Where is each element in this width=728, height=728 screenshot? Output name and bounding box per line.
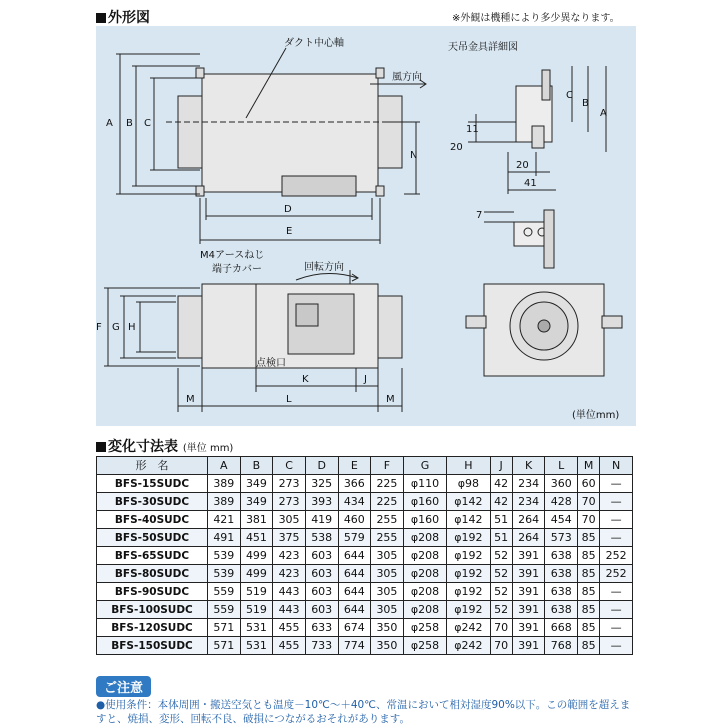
value-cell: 603 [305,565,338,583]
dim-d-label: D [284,204,292,215]
dim-k-label: K [302,374,309,385]
value-cell: 85 [578,529,600,547]
value-cell: 305 [371,565,404,583]
value-cell: 360 [545,475,578,493]
value-cell: 42 [490,493,512,511]
value-cell: 539 [208,547,241,565]
outline-drawing [96,26,636,426]
terminal-cover [296,304,318,326]
value-cell: φ160 [403,493,446,511]
value-cell: 349 [240,493,273,511]
value-cell: 391 [512,601,545,619]
value-cell: 85 [578,547,600,565]
col-c: C [273,457,306,475]
value-cell: 638 [545,601,578,619]
table-row [97,583,633,601]
value-cell: φ208 [403,547,446,565]
value-cell: 455 [273,637,306,655]
value-cell: φ142 [447,511,490,529]
value-cell: — [600,511,633,529]
value-cell: 70 [578,511,600,529]
value-cell: φ192 [447,529,490,547]
value-cell: φ192 [447,583,490,601]
value-cell: φ208 [403,565,446,583]
value-cell: 305 [371,547,404,565]
col-f: F [371,457,404,475]
value-cell: 419 [305,511,338,529]
col-model: 形 名 [97,457,208,475]
value-cell: 638 [545,565,578,583]
value-cell: 264 [512,511,545,529]
value-cell: 381 [240,511,273,529]
value-cell: φ242 [447,637,490,655]
value-cell: 519 [240,583,273,601]
value-cell: φ142 [447,493,490,511]
value-cell: 423 [273,547,306,565]
value-cell: 434 [338,493,371,511]
value-cell: 768 [545,637,578,655]
value-cell: 391 [512,637,545,655]
dim-m-right-label: M [386,394,395,405]
dim-n-label: N [410,150,418,161]
value-cell: 491 [208,529,241,547]
front-bottom-box [282,176,356,196]
value-cell: 603 [305,583,338,601]
value-cell: 255 [371,511,404,529]
value-cell: 531 [240,619,273,637]
value-cell: 674 [338,619,371,637]
col-e: E [338,457,371,475]
value-cell: 644 [338,583,371,601]
value-cell: — [600,637,633,655]
dimension-table [96,456,633,655]
front-right-spigot [378,96,402,168]
model-cell: BFS-40SUDC [97,511,208,529]
value-cell: 70 [490,637,512,655]
value-cell: 52 [490,547,512,565]
table-row [97,637,633,655]
value-cell: 421 [208,511,241,529]
model-cell: BFS-65SUDC [97,547,208,565]
detail-a-label: A [600,108,607,119]
value-cell: 51 [490,511,512,529]
col-k: K [512,457,545,475]
value-cell: 264 [512,529,545,547]
value-cell: 349 [240,475,273,493]
value-cell: 52 [490,601,512,619]
caution-badge: ご注意 [96,676,151,697]
value-cell: φ160 [403,511,446,529]
value-cell: 499 [240,547,273,565]
value-cell: 52 [490,565,512,583]
model-cell: BFS-120SUDC [97,619,208,637]
duct-center-label: ダクト中心軸 [284,38,344,49]
appearance-note: ※外観は機種により多少異なります。 [452,13,620,24]
value-cell: 366 [338,475,371,493]
value-cell: — [600,493,633,511]
value-cell: 638 [545,583,578,601]
table-row [97,529,633,547]
col-m: M [578,457,600,475]
value-cell: 423 [273,565,306,583]
value-cell: φ208 [403,583,446,601]
value-cell: 454 [545,511,578,529]
col-d: D [305,457,338,475]
detail-20a-label: 20 [450,142,463,153]
value-cell: 305 [273,511,306,529]
value-cell: 252 [600,565,633,583]
value-cell: — [600,601,633,619]
value-cell: 559 [208,601,241,619]
dim-h-label: H [128,322,136,333]
table-row [97,601,633,619]
value-cell: 51 [490,529,512,547]
col-a: A [208,457,241,475]
dim-g-label: G [112,322,120,333]
table-header-row [97,457,633,475]
value-cell: 638 [545,547,578,565]
dim-e-label: E [286,226,293,237]
table-title: 変化寸法表 (単位 mm) [96,436,233,456]
value-cell: 85 [578,601,600,619]
value-cell: 234 [512,493,545,511]
value-cell: 460 [338,511,371,529]
inspection-label: 点検口 [256,358,286,369]
value-cell: 603 [305,601,338,619]
value-cell: 393 [305,493,338,511]
value-cell: φ192 [447,601,490,619]
front-left-spigot [178,96,202,168]
model-cell: BFS-150SUDC [97,637,208,655]
value-cell: φ110 [403,475,446,493]
value-cell: 305 [371,583,404,601]
outline-title: 外形図 [96,7,150,27]
dim-f-label: F [96,322,102,333]
value-cell: — [600,475,633,493]
front-view-body [202,74,378,192]
value-cell: 644 [338,601,371,619]
value-cell: 85 [578,637,600,655]
value-cell: 428 [545,493,578,511]
terminal-cover-label: 端子カバー [212,264,262,275]
value-cell: 559 [208,583,241,601]
col-g: G [403,457,446,475]
value-cell: 350 [371,619,404,637]
value-cell: φ192 [447,547,490,565]
detail-41-label: 41 [524,178,537,189]
value-cell: 350 [371,637,404,655]
wind-direction-label: 風方向 [392,72,422,83]
dim-b-label: B [126,118,133,129]
earth-screw-label: M4アースねじ [200,250,265,261]
model-cell: BFS-30SUDC [97,493,208,511]
value-cell: 644 [338,565,371,583]
detail-20b-label: 20 [516,160,529,171]
value-cell: φ98 [447,475,490,493]
unit-label: (単位mm) [572,410,620,421]
detail-11-label: 11 [466,124,479,135]
value-cell: 391 [512,547,545,565]
rotation-label: 回転方向 [304,262,344,273]
value-cell: 60 [578,475,600,493]
value-cell: 571 [208,637,241,655]
value-cell: 225 [371,493,404,511]
outline-drawing-panel [96,26,636,426]
value-cell: 579 [338,529,371,547]
table-row [97,493,633,511]
table-row [97,565,633,583]
value-cell: 499 [240,565,273,583]
value-cell: 603 [305,547,338,565]
dim-l-label: L [286,394,292,405]
value-cell: — [600,619,633,637]
value-cell: 305 [371,601,404,619]
value-cell: 531 [240,637,273,655]
value-cell: 252 [600,547,633,565]
value-cell: 255 [371,529,404,547]
value-cell: 539 [208,565,241,583]
col-l: L [545,457,578,475]
dim-j-label: J [364,374,367,385]
value-cell: 571 [208,619,241,637]
model-cell: BFS-90SUDC [97,583,208,601]
value-cell: φ242 [447,619,490,637]
value-cell: — [600,583,633,601]
value-cell: 451 [240,529,273,547]
detail-c-label: C [566,90,573,101]
value-cell: 70 [578,493,600,511]
value-cell: 733 [305,637,338,655]
value-cell: 391 [512,619,545,637]
value-cell: 443 [273,583,306,601]
value-cell: 85 [578,583,600,601]
value-cell: 325 [305,475,338,493]
detail-7-label: 7 [476,210,483,221]
value-cell: 391 [512,565,545,583]
col-n: N [600,457,633,475]
value-cell: φ192 [447,565,490,583]
dim-a-label: A [106,118,113,129]
ceiling-detail-title: 天吊金具詳細図 [448,42,518,53]
model-cell: BFS-100SUDC [97,601,208,619]
col-j: J [490,457,512,475]
col-h: H [447,457,490,475]
value-cell: φ208 [403,529,446,547]
value-cell: φ258 [403,637,446,655]
value-cell: 389 [208,493,241,511]
value-cell: 573 [545,529,578,547]
value-cell: 443 [273,601,306,619]
col-b: B [240,457,273,475]
value-cell: 391 [512,583,545,601]
value-cell: φ258 [403,619,446,637]
detail-b-label: B [582,98,589,109]
caution-text: ●使用条件：本体周囲・搬送空気とも温度－10℃～＋40℃、常温において相対湿度90%以下。この範囲を超えますと、焼損、変形、回転不良、破損につながるおそれがあります。 [96,699,631,725]
value-cell: 70 [490,619,512,637]
value-cell: 633 [305,619,338,637]
table-row [97,547,633,565]
value-cell: 455 [273,619,306,637]
dim-c-label: C [144,118,151,129]
model-cell: BFS-80SUDC [97,565,208,583]
model-cell: BFS-50SUDC [97,529,208,547]
value-cell: 519 [240,601,273,619]
value-cell: 538 [305,529,338,547]
value-cell: 225 [371,475,404,493]
value-cell: 273 [273,493,306,511]
value-cell: 85 [578,565,600,583]
value-cell: 234 [512,475,545,493]
value-cell: 375 [273,529,306,547]
value-cell: 774 [338,637,371,655]
value-cell: 52 [490,583,512,601]
table-row [97,511,633,529]
value-cell: 668 [545,619,578,637]
value-cell: 42 [490,475,512,493]
table-row [97,619,633,637]
value-cell: 273 [273,475,306,493]
table-row [97,475,633,493]
dim-m-left-label: M [186,394,195,405]
model-cell: BFS-15SUDC [97,475,208,493]
value-cell: 85 [578,619,600,637]
value-cell: 644 [338,547,371,565]
value-cell: 389 [208,475,241,493]
value-cell: φ208 [403,601,446,619]
value-cell: — [600,529,633,547]
